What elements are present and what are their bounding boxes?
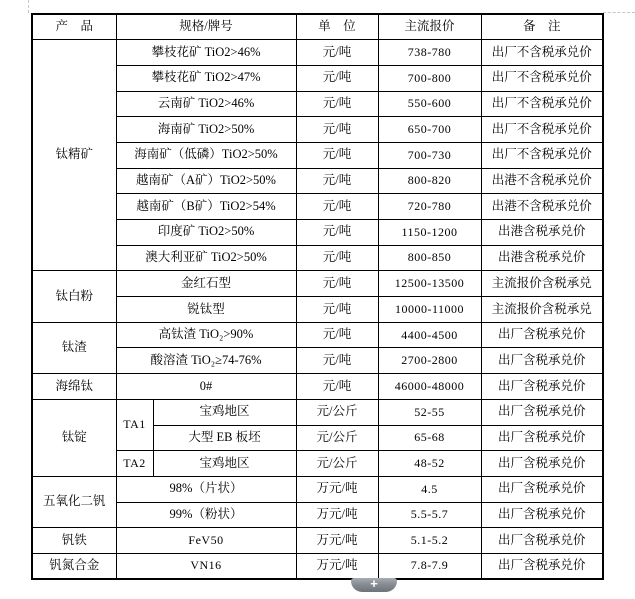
remark-cell: 出厂含税承兑价 bbox=[481, 399, 603, 425]
table-row bbox=[32, 117, 603, 143]
remark-cell: 出厂含税承兑价 bbox=[481, 374, 603, 400]
remark-cell: 出厂不含税承兑价 bbox=[481, 91, 603, 117]
remark-cell: 出厂含税承兑价 bbox=[481, 451, 603, 477]
spec-cell: 98%（片状） bbox=[116, 476, 296, 502]
table-row bbox=[32, 220, 603, 246]
price-cell: 46000-48000 bbox=[378, 374, 481, 400]
spec-cell: 大型 EB 板坯 bbox=[153, 425, 296, 451]
table-row bbox=[32, 528, 603, 554]
header-product: 产 品 bbox=[32, 14, 116, 40]
unit-cell: 元/吨 bbox=[296, 374, 378, 400]
grade-cell-ta1: TA1 bbox=[116, 399, 153, 450]
header-spec: 规格/牌号 bbox=[116, 14, 296, 40]
price-cell: 4400-4500 bbox=[378, 322, 481, 348]
grade-cell-ta2: TA2 bbox=[116, 451, 153, 477]
price-cell: 700-800 bbox=[378, 65, 481, 91]
price-cell: 738-780 bbox=[378, 40, 481, 66]
product-cell-ti-slag: 钛渣 bbox=[32, 322, 116, 373]
price-cell: 4.5 bbox=[378, 476, 481, 502]
unit-cell: 元/吨 bbox=[296, 65, 378, 91]
spec-cell: 越南矿（B矿）TiO2>54% bbox=[116, 194, 296, 220]
spec-cell: 宝鸡地区 bbox=[153, 399, 296, 425]
remark-cell: 出港含税承兑价 bbox=[481, 220, 603, 246]
product-cell-v2o5: 五氧化二钒 bbox=[32, 476, 116, 527]
spec-cell: 高钛渣 TiO₂>90% bbox=[116, 322, 296, 348]
unit-cell: 万元/吨 bbox=[296, 502, 378, 528]
spec-cell: 宝鸡地区 bbox=[153, 451, 296, 477]
unit-cell: 万元/吨 bbox=[296, 528, 378, 554]
unit-cell: 元/吨 bbox=[296, 271, 378, 297]
price-cell: 52-55 bbox=[378, 399, 481, 425]
page-break-guide-vertical bbox=[28, 0, 29, 13]
table-row bbox=[32, 297, 603, 323]
header-row bbox=[32, 14, 603, 40]
price-cell: 800-820 bbox=[378, 168, 481, 194]
spec-cell: 锐钛型 bbox=[116, 297, 296, 323]
remark-cell: 出厂含税承兑价 bbox=[481, 476, 603, 502]
unit-cell: 元/吨 bbox=[296, 322, 378, 348]
spec-cell: 0# bbox=[116, 374, 296, 400]
header-remark: 备 注 bbox=[481, 14, 603, 40]
unit-cell: 元/公斤 bbox=[296, 451, 378, 477]
unit-cell: 元/吨 bbox=[296, 297, 378, 323]
price-cell: 10000-11000 bbox=[378, 297, 481, 323]
header-unit: 单 位 bbox=[296, 14, 378, 40]
remark-cell: 出厂含税承兑价 bbox=[481, 425, 603, 451]
price-cell: 5.1-5.2 bbox=[378, 528, 481, 554]
spec-cell: 攀枝花矿 TiO2>47% bbox=[116, 65, 296, 91]
product-cell-ti-ingot: 钛锭 bbox=[32, 399, 116, 476]
table-row bbox=[32, 194, 603, 220]
remark-cell: 出厂不含税承兑价 bbox=[481, 142, 603, 168]
table-row bbox=[32, 142, 603, 168]
remark-cell: 主流报价含税承兑 bbox=[481, 297, 603, 323]
spec-cell: 海南矿（低磷）TiO2>50% bbox=[116, 142, 296, 168]
expand-plus-button[interactable] bbox=[351, 578, 397, 592]
remark-cell: 出港不含税承兑价 bbox=[481, 168, 603, 194]
table-row bbox=[32, 348, 603, 374]
price-cell: 800-850 bbox=[378, 245, 481, 271]
plus-icon: + bbox=[370, 576, 378, 591]
spec-cell: 攀枝花矿 TiO2>46% bbox=[116, 40, 296, 66]
remark-cell: 出港不含税承兑价 bbox=[481, 194, 603, 220]
product-cell-vn-alloy: 钒氮合金 bbox=[32, 553, 116, 579]
table-row bbox=[32, 502, 603, 528]
product-cell-ferrovanadium: 钒铁 bbox=[32, 528, 116, 554]
price-cell: 2700-2800 bbox=[378, 348, 481, 374]
unit-cell: 元/吨 bbox=[296, 194, 378, 220]
table-row bbox=[32, 399, 603, 425]
unit-cell: 万元/吨 bbox=[296, 553, 378, 579]
product-cell-ti-dioxide: 钛白粉 bbox=[32, 271, 116, 322]
remark-cell: 出厂不含税承兑价 bbox=[481, 117, 603, 143]
page-break-guide-horizontal bbox=[603, 12, 635, 13]
table-row bbox=[32, 271, 603, 297]
table-row bbox=[32, 168, 603, 194]
remark-cell: 出厂含税承兑价 bbox=[481, 348, 603, 374]
product-cell-ti-concentrate: 钛精矿 bbox=[32, 40, 116, 271]
price-table bbox=[31, 13, 604, 580]
table-row bbox=[32, 65, 603, 91]
price-cell: 720-780 bbox=[378, 194, 481, 220]
table-row bbox=[32, 91, 603, 117]
spec-cell: 金红石型 bbox=[116, 271, 296, 297]
table-row bbox=[32, 374, 603, 400]
price-cell: 1150-1200 bbox=[378, 220, 481, 246]
table-row bbox=[32, 40, 603, 66]
price-cell: 5.5-5.7 bbox=[378, 502, 481, 528]
price-cell: 550-600 bbox=[378, 91, 481, 117]
unit-cell: 元/公斤 bbox=[296, 399, 378, 425]
unit-cell: 元/吨 bbox=[296, 245, 378, 271]
remark-cell: 出港含税承兑价 bbox=[481, 245, 603, 271]
spec-cell: 酸溶渣 TiO₂≥74-76% bbox=[116, 348, 296, 374]
unit-cell: 元/吨 bbox=[296, 40, 378, 66]
header-price: 主流报价 bbox=[378, 14, 481, 40]
price-cell: 65-68 bbox=[378, 425, 481, 451]
table-row bbox=[32, 451, 603, 477]
unit-cell: 元/吨 bbox=[296, 91, 378, 117]
unit-cell: 元/吨 bbox=[296, 348, 378, 374]
spec-cell: 印度矿 TiO2>50% bbox=[116, 220, 296, 246]
remark-cell: 出厂含税承兑价 bbox=[481, 322, 603, 348]
remark-cell: 出厂不含税承兑价 bbox=[481, 40, 603, 66]
remark-cell: 出厂含税承兑价 bbox=[481, 553, 603, 579]
unit-cell: 元/公斤 bbox=[296, 425, 378, 451]
table-row bbox=[32, 245, 603, 271]
unit-cell: 元/吨 bbox=[296, 168, 378, 194]
price-cell: 48-52 bbox=[378, 451, 481, 477]
price-cell: 12500-13500 bbox=[378, 271, 481, 297]
remark-cell: 出厂不含税承兑价 bbox=[481, 65, 603, 91]
table-row bbox=[32, 553, 603, 579]
remark-cell: 主流报价含税承兑 bbox=[481, 271, 603, 297]
spec-cell: 云南矿 TiO2>46% bbox=[116, 91, 296, 117]
table-row bbox=[32, 476, 603, 502]
unit-cell: 元/吨 bbox=[296, 142, 378, 168]
remark-cell: 出厂含税承兑价 bbox=[481, 528, 603, 554]
unit-cell: 万元/吨 bbox=[296, 476, 378, 502]
price-cell: 7.8-7.9 bbox=[378, 553, 481, 579]
spec-cell: VN16 bbox=[116, 553, 296, 579]
table-row bbox=[32, 322, 603, 348]
remark-cell: 出厂含税承兑价 bbox=[481, 502, 603, 528]
spec-cell: FeV50 bbox=[116, 528, 296, 554]
price-cell: 650-700 bbox=[378, 117, 481, 143]
spec-cell: 越南矿（A矿）TiO2>50% bbox=[116, 168, 296, 194]
product-cell-ti-sponge: 海绵钛 bbox=[32, 374, 116, 400]
spec-cell: 海南矿 TiO2>50% bbox=[116, 117, 296, 143]
unit-cell: 元/吨 bbox=[296, 220, 378, 246]
price-cell: 700-730 bbox=[378, 142, 481, 168]
spec-cell: 99%（粉状） bbox=[116, 502, 296, 528]
unit-cell: 元/吨 bbox=[296, 117, 378, 143]
spec-cell: 澳大利亚矿 TiO2>50% bbox=[116, 245, 296, 271]
